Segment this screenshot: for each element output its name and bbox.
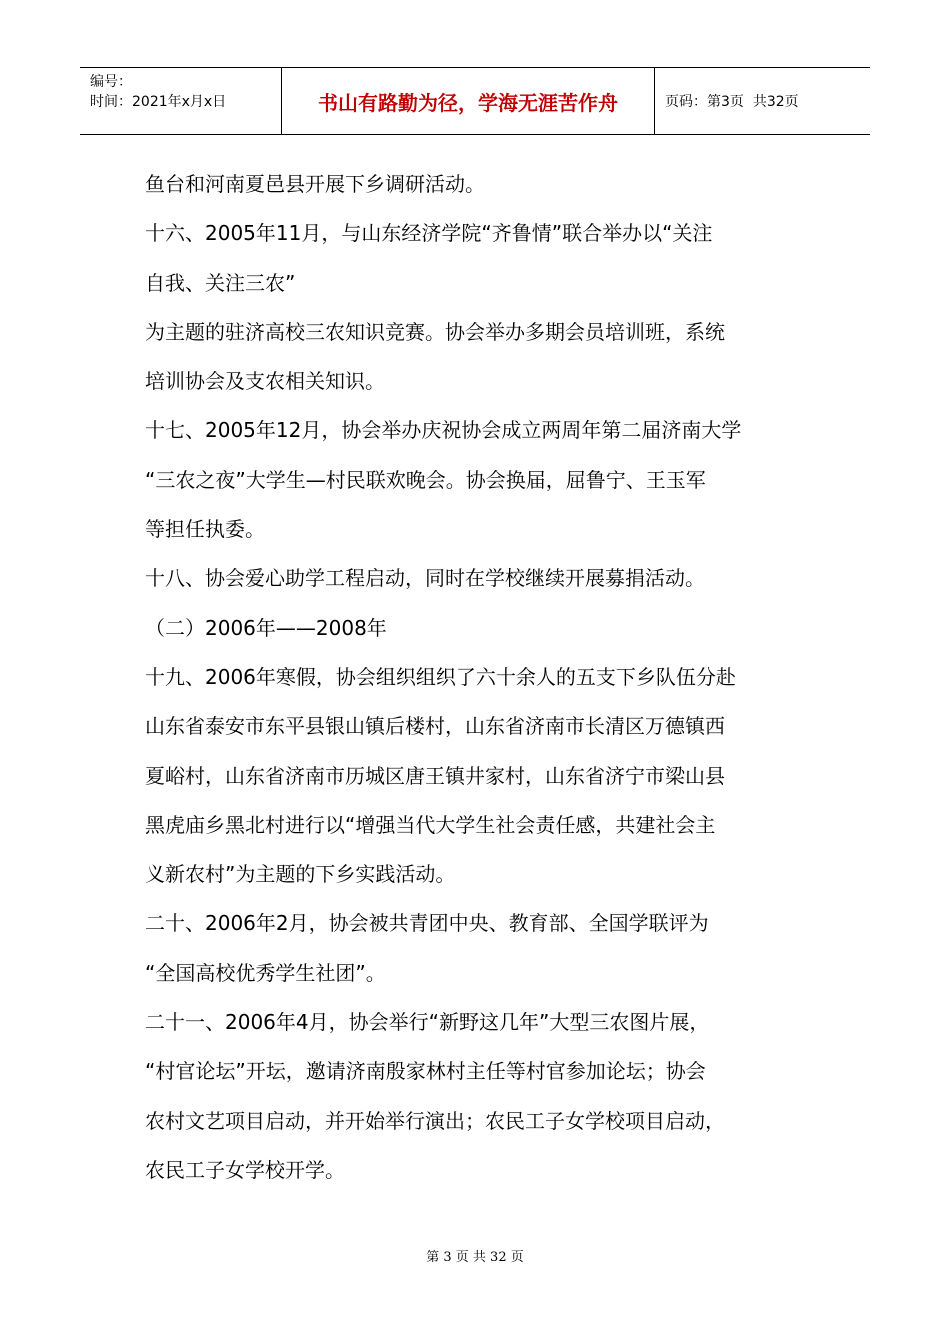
text-line: 培训协会及支农相关知识。 — [145, 369, 385, 394]
text-line: 自我、关注三农” — [145, 270, 296, 295]
text-line: 十六、2005年11月，与山东经济学院“齐鲁情”联合举办以“关注 — [145, 221, 713, 246]
text-line: 二十、2006年2月，协会被共青团中央、教育部、全国学联评为 — [145, 911, 709, 936]
header-motto: 书山有路勤为径，学海无涯苦作舟 — [318, 90, 618, 115]
text-line: 夏峪村，山东省济南市历城区唐王镇井家村，山东省济宁市梁山县 — [145, 763, 725, 788]
text-line: “全国高校优秀学生社团”。 — [145, 960, 386, 985]
text-line: 为主题的驻济高校三农知识竞赛。协会举办多期会员培训班，系统 — [145, 319, 725, 344]
text-line: 十七、2005年12月，协会举办庆祝协会成立两周年第二届济南大学 — [145, 418, 742, 443]
page-header — [80, 67, 870, 135]
document-number-label: 编号： — [90, 74, 132, 90]
header-page-cell — [655, 68, 870, 134]
page-total: 共32页 — [752, 94, 799, 110]
text-line: 义新农村”为主题的下乡实践活动。 — [145, 862, 456, 887]
text-line: 鱼台和河南夏邑县开展下乡调研活动。 — [145, 172, 485, 196]
page-label: 页码： — [665, 94, 707, 110]
text-line: 二十一、2006年4月，协会举行“新野这几年”大型三农图片展， — [145, 1010, 710, 1035]
text-line: 等担任执委。 — [145, 517, 265, 542]
document-body — [145, 160, 815, 1195]
text-line: “村官论坛”开坛，邀请济南殷家林村主任等村官参加论坛；协会 — [145, 1059, 706, 1084]
page-gap — [744, 93, 753, 109]
text-line: 十八、协会爱心助学工程启动，同时在学校继续开展募捐活动。 — [145, 566, 705, 591]
page-footer: 第 3 页 共 32 页 — [426, 1250, 524, 1265]
header-meta-cell — [80, 68, 282, 134]
page-current: 第3页 — [707, 94, 744, 110]
text-line: 农村文艺项目启动，并开始举行演出；农民工子女学校项目启动， — [145, 1108, 725, 1133]
text-line: “三农之夜”大学生—村民联欢晚会。协会换届，屈鲁宁、王玉军 — [145, 467, 706, 492]
header-motto-cell — [282, 68, 655, 134]
document-date: 时间：2021年x月x日 — [90, 94, 227, 110]
section-heading: （二）2006年——2008年 — [145, 615, 387, 640]
text-line: 黑虎庙乡黑北村进行以“增强当代大学生社会责任感，共建社会主 — [145, 812, 716, 837]
text-line: 山东省泰安市东平县银山镇后楼村，山东省济南市长清区万德镇西 — [145, 714, 725, 739]
text-line: 农民工子女学校开学。 — [145, 1157, 345, 1182]
text-line: 十九、2006年寒假，协会组织组织了六十余人的五支下乡队伍分赴 — [145, 664, 736, 689]
